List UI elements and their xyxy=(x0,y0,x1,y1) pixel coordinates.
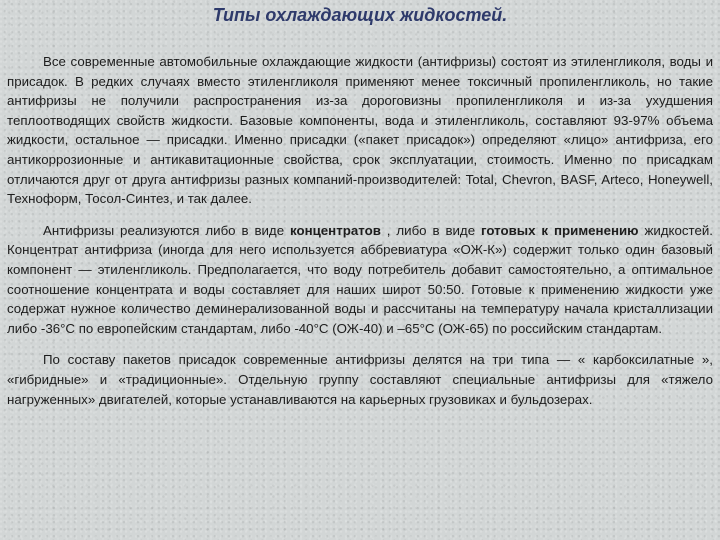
paragraph-forms-text-1: Антифризы реализуются либо в виде xyxy=(43,222,290,238)
concentrates-term: концентратов xyxy=(289,222,381,238)
page-title: Типы охлаждающих жидкостей. xyxy=(212,5,508,25)
paragraph-forms-text-3: жидкостей. Концентрат антифриза (иногда для него используется аббревиатура «ОЖ-К») содержит только один базовый компонент — этиленгликоль. Предполагается, что воду потребитель добавит самостоятельно, а оптимальное соотношение концентрата и воды составляет для наших широт 50:50. Готовые к применению жидкости уже содержат нужное количество деминерализованной воды и рассчитаны на температуру начала кристаллизации либо -36°С по европейским стандартам, либо -40°С (ОЖ-40) и –65°С (ОЖ-65) по российским стандартам. xyxy=(7,222,713,336)
paragraph-forms xyxy=(7,221,713,339)
body-text xyxy=(7,52,713,409)
paragraph-forms-text-2: , либо в виде xyxy=(380,222,481,238)
paragraph-types: По составу пакетов присадок современные антифризы делятся на три типа — « карбоксилатные », «гибридные» и «традиционные». Отдельную группу составляют специальные антифризы для «тяжело нагруженных» двигателей, которые устанавливаются на карьерных грузовиках и бульдозерах. xyxy=(7,352,713,407)
paragraph-composition: Все современные автомобильные охлаждающие жидкости (антифризы) состоят из этиленгликоля, воды и присадок. В редких случаях вместо этиленгликоля применяют менее токсичный пропиленгликоль, но такие антифризы не получили распространения из-за дороговизны пропиленгликоля и из-за ухудшения теплоотводящих свойств жидкости. Базовые компоненты, вода и этиленгликоль, составляют 93-97% объема жидкости, остальное — присадки. Именно присадки («пакет присадок») определяют «лицо» антифриза, его антикоррозионные и антикавитационные свойства, срок эксплуатации, стоимость. Именно по присадкам отличаются друг от друга антифризы разных компаний-производителей: Total, Chevron, BASF, Arteco, Honeywell, Техноформ, Тосол-Синтез, и так далее. xyxy=(7,54,713,207)
ready-to-use-term: готовых к применению xyxy=(481,222,639,238)
